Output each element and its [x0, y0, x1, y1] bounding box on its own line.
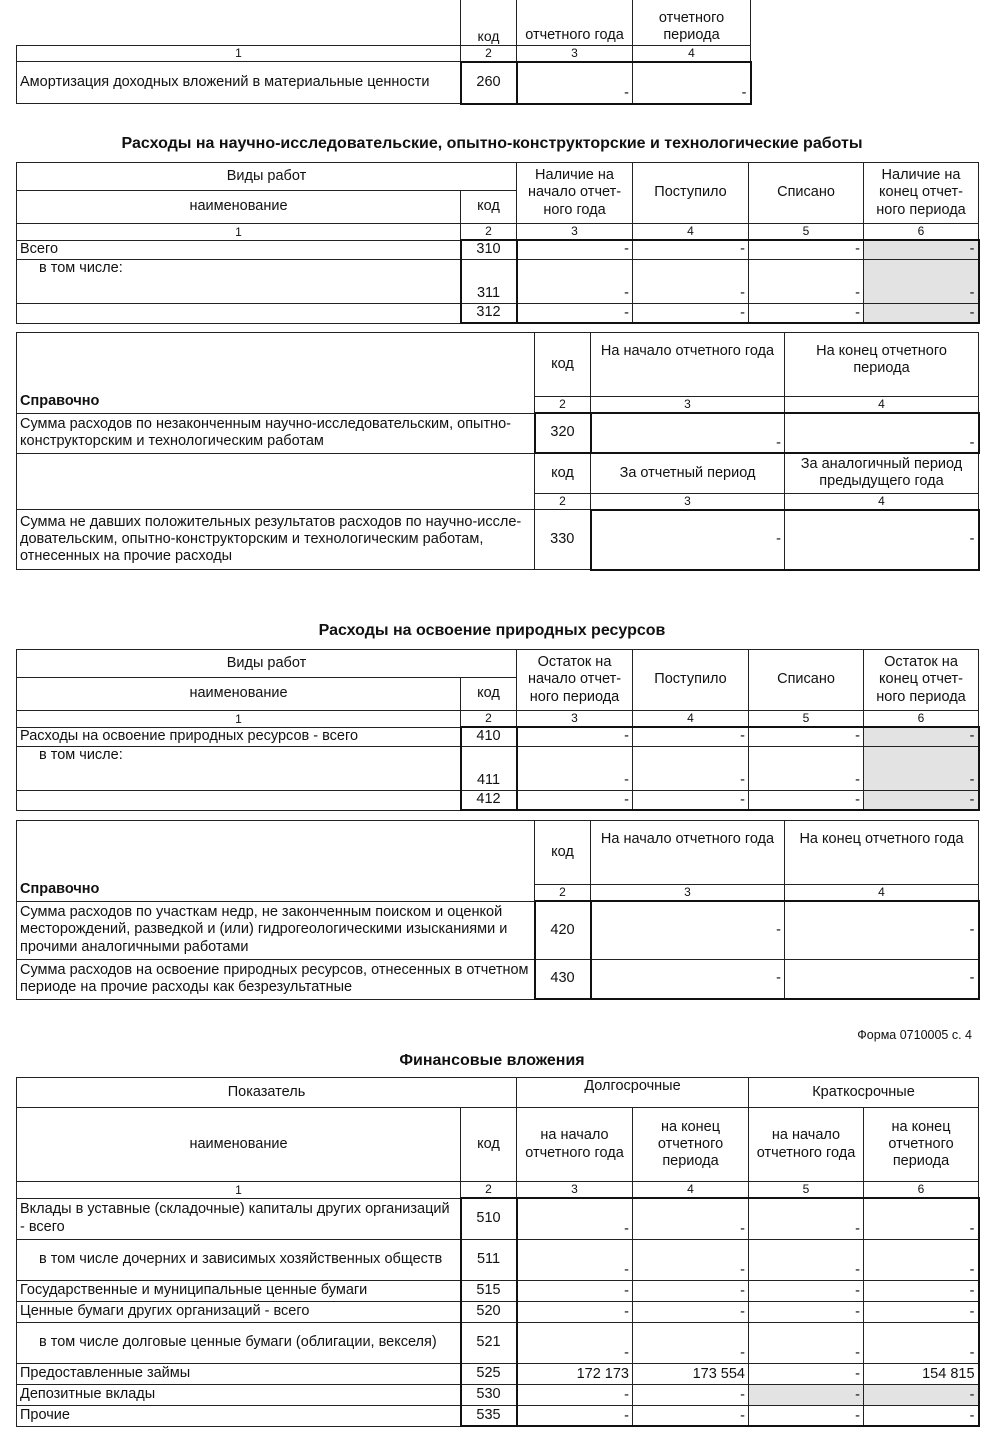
table-row: [17, 240, 979, 259]
table-row: [17, 1280, 979, 1301]
col-number: 3: [517, 1182, 633, 1199]
value-cell: -: [633, 746, 749, 790]
reference-heading: Справочно: [17, 333, 535, 414]
row-label: Сумма расходов по незаконченным научно-исследовательским, опытно-конструкторским и технологическим работам: [17, 413, 535, 453]
col-header-work-types: Виды работ: [17, 650, 517, 678]
value-cell: -: [633, 1384, 749, 1405]
value-cell: -: [591, 959, 785, 999]
col-header-code: код: [461, 1108, 517, 1182]
value-cell: -: [864, 1239, 979, 1280]
form-number-label: Форма 0710005 с. 4: [857, 1028, 972, 1042]
value-cell: -: [633, 1239, 749, 1280]
row-label: в том числе:: [17, 259, 461, 303]
value-cell: -: [749, 259, 864, 303]
table-row: [17, 746, 979, 790]
col-header-name: наименование: [17, 191, 461, 224]
row-label: в том числе:: [17, 746, 461, 790]
col-header-code: код: [535, 333, 591, 397]
row-code: 515: [461, 1280, 517, 1301]
table-row: [17, 1239, 979, 1280]
value-cell: -: [749, 1301, 864, 1322]
row-code: 525: [461, 1363, 517, 1384]
value-cell: -: [864, 790, 979, 810]
row-label: Сумма расходов по участкам недр, не законченным поиском и оценкой месторождений, разведкой и (или) гидрогеологическими изысканиями и прочими аналогичными работами: [17, 901, 535, 959]
row-label: в том числе долговые ценные бумаги (облигации, векселя): [17, 1322, 461, 1363]
row-label: Сумма расходов на освоение природных ресурсов, отнесенных в отчетном периоде на прочие расходы как безрезультатные: [17, 959, 535, 999]
row-label: Ценные бумаги других организаций - всего: [17, 1301, 461, 1322]
value-cell: -: [517, 303, 633, 323]
row-label: [17, 303, 461, 323]
col-header-short-end: на конец отчетного периода: [864, 1108, 979, 1182]
row-code: 420: [535, 901, 591, 959]
value-cell: -: [749, 1405, 864, 1426]
col-header-written-off: Списано: [749, 163, 864, 224]
value-cell: -: [633, 727, 749, 746]
value-cell: -: [517, 1322, 633, 1363]
col-number: 1: [17, 1182, 461, 1199]
col-number: 4: [633, 224, 749, 241]
value-cell: -: [864, 240, 979, 259]
value-cell: -: [785, 959, 979, 999]
value-cell: -: [591, 901, 785, 959]
value-cell: 154 815: [864, 1363, 979, 1384]
col-number: 5: [749, 711, 864, 728]
col-header-prev-year: За аналогичный период предыдущего года: [785, 453, 979, 493]
col-number: 6: [864, 1182, 979, 1199]
value-cell: -: [517, 62, 633, 104]
col-number: 1: [17, 224, 461, 241]
row-code: 411: [461, 746, 517, 790]
col-header-start: Остаток на начало отчет-ного периода: [517, 650, 633, 711]
value-cell: -: [749, 1280, 864, 1301]
col-number: 4: [785, 397, 979, 414]
table-row: [17, 1384, 979, 1405]
value-cell: -: [864, 727, 979, 746]
col-header-indicator: Показатель: [17, 1078, 517, 1108]
row-label: Сумма не давших положительных результатов расходов по научно-иссле- довательским, опытно-конструкторским и технологическим работам, отнесенных на прочие расходы: [17, 510, 535, 570]
value-cell: -: [633, 1322, 749, 1363]
col-number: 3: [591, 885, 785, 902]
row-label: Депозитные вклады: [17, 1384, 461, 1405]
row-code: 312: [461, 303, 517, 323]
value-cell: -: [864, 1405, 979, 1426]
value-cell: 172 173: [517, 1363, 633, 1384]
col-header-long-start: на начало отчетного года: [517, 1108, 633, 1182]
value-cell: -: [633, 1280, 749, 1301]
value-cell: -: [517, 1280, 633, 1301]
row-code: 330: [535, 510, 591, 570]
value-cell: -: [633, 1198, 749, 1239]
value-cell: -: [591, 510, 785, 570]
value-cell: -: [633, 62, 751, 104]
col-header-written-off: Списано: [749, 650, 864, 711]
value-cell: -: [517, 1198, 633, 1239]
col-number: 2: [535, 885, 591, 902]
row-code: 535: [461, 1405, 517, 1426]
value-cell: -: [785, 901, 979, 959]
col-header-name: наименование: [17, 1108, 461, 1182]
table-row: [17, 510, 979, 570]
col-number: 2: [461, 224, 517, 241]
row-code: 430: [535, 959, 591, 999]
row-code: 510: [461, 1198, 517, 1239]
row-label: Вклады в уставные (складочные) капиталы других организаций - всего: [17, 1198, 461, 1239]
row-label: Всего: [17, 240, 461, 259]
value-cell: -: [749, 1384, 864, 1405]
col-number: 6: [864, 711, 979, 728]
col-header-long-end: на конец отчетного периода: [633, 1108, 749, 1182]
niokr-reference-table: [16, 332, 980, 571]
col-number: 3: [591, 397, 785, 414]
col-number: 4: [633, 45, 751, 62]
value-cell: -: [749, 1363, 864, 1384]
col-number: 4: [633, 711, 749, 728]
col-header-short-start: на начало отчетного года: [749, 1108, 864, 1182]
table-row: [17, 790, 979, 810]
value-cell: -: [749, 240, 864, 259]
col-header-code: код: [535, 453, 591, 493]
col-header-code: код: [461, 0, 517, 45]
col-number: 4: [785, 885, 979, 902]
col-header-received: Поступило: [633, 650, 749, 711]
niokr-table: [16, 162, 980, 324]
row-code: 310: [461, 240, 517, 259]
value-cell: -: [633, 1301, 749, 1322]
row-label: Расходы на освоение природных ресурсов - всего: [17, 727, 461, 746]
row-label: Государственные и муниципальные ценные бумаги: [17, 1280, 461, 1301]
amortization-table: [16, 0, 752, 105]
section-title-natural-resources: Расходы на освоение природных ресурсов: [318, 622, 666, 639]
value-cell: -: [749, 1198, 864, 1239]
col-header-long-term: Долгосрочные: [517, 1078, 749, 1108]
col-number: 3: [591, 493, 785, 510]
value-cell: -: [517, 790, 633, 810]
col-header-code: код: [461, 678, 517, 711]
value-cell: -: [517, 240, 633, 259]
value-cell: -: [591, 413, 785, 453]
row-label: Амортизация доходных вложений в материальные ценности: [17, 62, 461, 104]
row-code: 511: [461, 1239, 517, 1280]
value-cell: -: [864, 1322, 979, 1363]
value-cell: -: [749, 1322, 864, 1363]
col-header-code: код: [535, 821, 591, 885]
col-header-code: код: [461, 191, 517, 224]
value-cell: -: [633, 1405, 749, 1426]
table-row: [17, 959, 979, 999]
value-cell: -: [517, 1384, 633, 1405]
row-label: в том числе дочерних и зависимых хозяйственных обществ: [17, 1239, 461, 1280]
col-header-work-types: Виды работ: [17, 163, 517, 191]
col-header-start: На начало отчетного года: [591, 333, 785, 397]
value-cell: -: [517, 259, 633, 303]
row-label: Предоставленные займы: [17, 1363, 461, 1384]
value-cell: -: [633, 303, 749, 323]
value-cell: -: [633, 240, 749, 259]
col-header-start: На начало отчетного года: [591, 821, 785, 885]
value-cell: 173 554: [633, 1363, 749, 1384]
value-cell: -: [864, 303, 979, 323]
section-title-financial-investments: Финансовые вложения: [399, 1052, 585, 1069]
col-number: 2: [535, 397, 591, 414]
value-cell: -: [864, 1301, 979, 1322]
table-row: [17, 901, 979, 959]
natural-resources-table: [16, 649, 980, 811]
financial-investments-table: [16, 1077, 980, 1427]
col-number: 2: [461, 45, 517, 62]
table-row: [17, 259, 979, 303]
row-code: 530: [461, 1384, 517, 1405]
row-code: 521: [461, 1322, 517, 1363]
col-header-start: Наличие на начало отчет-ного года: [517, 163, 633, 224]
col-header-short-term: Краткосрочные: [749, 1078, 979, 1108]
value-cell: -: [749, 746, 864, 790]
col-number: 5: [749, 224, 864, 241]
col-header-end: На конец отчетного периода: [785, 333, 979, 397]
section-title-niokr: Расходы на научно-исследовательские, опытно-конструкторские и технологические работы: [121, 135, 863, 152]
col-header-end: Наличие на конец отчет-ного периода: [864, 163, 979, 224]
table-row: [17, 727, 979, 746]
col-number: 2: [461, 711, 517, 728]
row-code: 412: [461, 790, 517, 810]
value-cell: -: [785, 510, 979, 570]
natural-reference-table: [16, 820, 980, 1000]
value-cell: -: [633, 790, 749, 810]
value-cell: -: [633, 259, 749, 303]
col-number: 6: [864, 224, 979, 241]
value-cell: -: [864, 1280, 979, 1301]
col-number: 3: [517, 711, 633, 728]
value-cell: -: [864, 1198, 979, 1239]
table-row: [17, 1322, 979, 1363]
row-code: 320: [535, 413, 591, 453]
value-cell: -: [864, 746, 979, 790]
col-number: 2: [461, 1182, 517, 1199]
row-label: Прочие: [17, 1405, 461, 1426]
value-cell: -: [785, 413, 979, 453]
table-row: [17, 62, 751, 104]
value-cell: -: [517, 1405, 633, 1426]
table-row: [17, 1198, 979, 1239]
value-cell: -: [517, 746, 633, 790]
value-cell: -: [517, 1301, 633, 1322]
table-row: [17, 1301, 979, 1322]
table-row: [17, 413, 979, 453]
value-cell: -: [864, 259, 979, 303]
table-row: [17, 1363, 979, 1384]
col-header-end: На конец отчетного года: [785, 821, 979, 885]
value-cell: -: [864, 1384, 979, 1405]
col-header-name: наименование: [17, 678, 461, 711]
row-code: 520: [461, 1301, 517, 1322]
col-header-year: отчетного года: [517, 0, 633, 45]
value-cell: -: [517, 727, 633, 746]
row-code: 410: [461, 727, 517, 746]
value-cell: -: [749, 1239, 864, 1280]
col-number: 1: [17, 45, 461, 62]
col-number: 2: [535, 493, 591, 510]
value-cell: -: [749, 303, 864, 323]
col-number: 3: [517, 45, 633, 62]
col-number: 3: [517, 224, 633, 241]
reference-heading: Справочно: [17, 821, 535, 902]
col-header-received: Поступило: [633, 163, 749, 224]
col-number: 4: [633, 1182, 749, 1199]
row-code: 260: [461, 62, 517, 104]
col-number: 4: [785, 493, 979, 510]
col-number: 5: [749, 1182, 864, 1199]
col-header-period: отчетного периода: [633, 0, 751, 45]
row-code: 311: [461, 259, 517, 303]
col-header-period: За отчетный период: [591, 453, 785, 493]
value-cell: -: [517, 1239, 633, 1280]
table-row: [17, 1405, 979, 1426]
table-row: [17, 303, 979, 323]
value-cell: -: [749, 727, 864, 746]
row-label: [17, 790, 461, 810]
value-cell: -: [749, 790, 864, 810]
col-header-end: Остаток на конец отчет-ного периода: [864, 650, 979, 711]
col-number: 1: [17, 711, 461, 728]
